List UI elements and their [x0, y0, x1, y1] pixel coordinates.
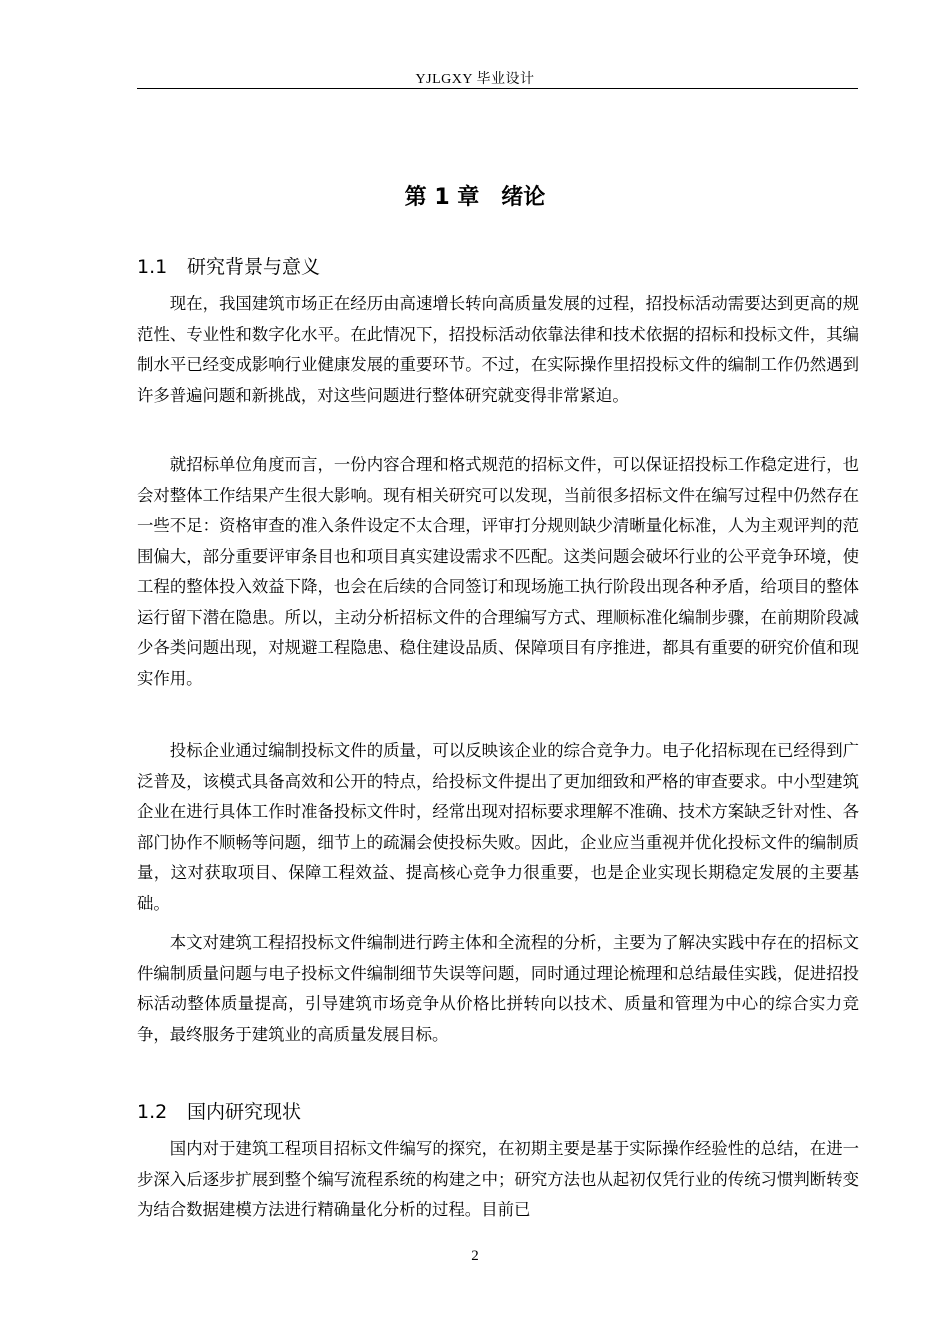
section-number: 1.1 [137, 256, 168, 278]
running-header: YJLGXY 毕业设计 [415, 72, 535, 87]
paragraph: 就招标单位角度而言，一份内容合理和格式规范的招标文件，可以保证招投标工作稳定进行，也会对整体工作结果产生很大影响。现有相关研究可以发现，当前很多招标文件在编写过程中仍然存在一些不足：资格审查的准入条件设定不太合理，评审打分规则缺少清晰量化标准，人为主观评判的范围偏大，部分重要评审条目也和项目真实建设需求不匹配。这类问题会破坏行业的公平竞争环境，使工程的整体投入效益下降，也会在后续的合同签订和现场施工执行阶段出现各种矛盾，给项目的整体运行留下潜在隐患。所以，主动分析招标文件的合理编写方式、理顺标准化编制步骤，在前期阶段减少各类问题出现，对规避工程隐患、稳住建设品质、保障项目有序推进，都具有重要的研究价值和现实作用。 [137, 455, 859, 688]
section-heading-1-1 [137, 252, 320, 279]
section-title: 国内研究现状 [187, 1101, 302, 1123]
header-rule [137, 88, 858, 89]
section-title: 研究背景与意义 [187, 256, 321, 278]
section-heading-1-2 [137, 1097, 301, 1124]
chapter-title: 第 1 章 绪论 [404, 185, 546, 210]
section-number: 1.2 [137, 1101, 168, 1123]
paragraph: 国内对于建筑工程项目招标文件编写的探究，在初期主要是基于实际操作经验性的总结，在进一步深入后逐步扩展到整个编写流程系统的构建之中；研究方法也从起初仅凭行业的传统习惯判断转变为结合数据建模方法进行精确量化分析的过程。目前已 [137, 1139, 859, 1219]
paragraph: 现在，我国建筑市场正在经历由高速增长转向高质量发展的过程，招投标活动需要达到更高的规范性、专业性和数字化水平。在此情况下，招投标活动依靠法律和技术依据的招标和投标文件，其编制水平已经变成影响行业健康发展的重要环节。不过，在实际操作里招投标文件的编制工作仍然遇到许多普遍问题和新挑战，对这些问题进行整体研究就变得非常紧迫。 [137, 294, 859, 405]
page-number: 2 [471, 1248, 479, 1264]
paragraph: 投标企业通过编制投标文件的质量，可以反映该企业的综合竞争力。电子化招标现在已经得到广泛普及，该模式具备高效和公开的特点，给投标文件提出了更加细致和严格的审查要求。中小型建筑企业在进行具体工作时准备投标文件时，经常出现对招标要求理解不准确、技术方案缺乏针对性、各部门协作不顺畅等问题，细节上的疏漏会使投标失败。因此，企业应当重视并优化投标文件的编制质量，这对获取项目、保障工程效益、提高核心竞争力很重要，也是企业实现长期稳定发展的主要基础。 [137, 741, 859, 913]
paragraph: 本文对建筑工程招投标文件编制进行跨主体和全流程的分析，主要为了解决实践中存在的招标文件编制质量问题与电子投标文件编制细节失误等问题，同时通过理论梳理和总结最佳实践，促进招投标活动整体质量提高，引导建筑市场竞争从价格比拼转向以技术、质量和管理为中心的综合实力竞争，最终服务于建筑业的高质量发展目标。 [137, 933, 859, 1044]
